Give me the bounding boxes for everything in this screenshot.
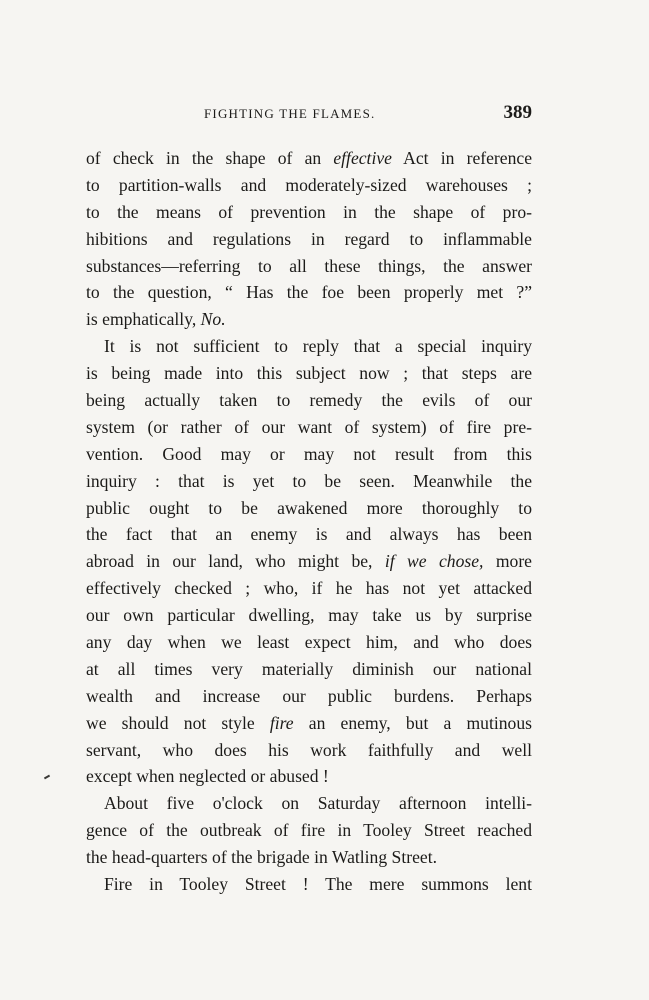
- text-line: our own particular dwelling, may take us by surprise: [86, 605, 532, 626]
- text-line: public ought to be awakened more thoroughly to: [86, 497, 532, 518]
- text-line: is emphatically, No.: [86, 309, 226, 330]
- text-line: to the means of prevention in the shape of pro-: [86, 201, 532, 222]
- text-line: at all times very materially diminish our national: [86, 658, 532, 679]
- body-text: [86, 145, 532, 898]
- text-line: gence of the outbreak of fire in Tooley Street reached: [86, 820, 532, 841]
- text-line: we should not style fire an enemy, but a mutinous: [86, 712, 532, 733]
- text-line: of check in the shape of an effective Act in reference: [86, 148, 533, 168]
- text-line: being actually taken to remedy the evils of our: [86, 390, 532, 411]
- paragraph-start-line: About five o'clock on Saturday afternoon intelli-: [104, 793, 532, 814]
- text-line: the fact that an enemy is and always has been: [86, 524, 532, 545]
- text-line: to the question, “ Has the foe been properly met ?”: [86, 282, 532, 303]
- text-line: wealth and increase our public burdens. Perhaps: [86, 685, 532, 706]
- paragraph-start-line: It is not sufficient to reply that a special inquiry: [104, 336, 532, 357]
- text-line: abroad in our land, who might be, if we chose, more: [86, 551, 532, 572]
- paragraph-start-line: Fire in Tooley Street ! The mere summons lent: [104, 874, 532, 895]
- text-line: inquiry : that is yet to be seen. Meanwhile the: [86, 470, 532, 491]
- text-line: any day when we least expect him, and who does: [86, 632, 532, 653]
- text-line: to partition-walls and moderately-sized warehouses ;: [86, 174, 532, 195]
- text-line: vention. Good may or may not result from this: [86, 443, 532, 464]
- text-line: system (or rather of our want of system) of fire pre-: [86, 416, 532, 437]
- running-title: FIGHTING THE FLAMES.: [204, 106, 376, 121]
- text-line: substances—referring to all these things, the answer: [86, 255, 532, 276]
- running-head: [86, 104, 532, 128]
- text-line: effectively checked ; who, if he has not yet attacked: [86, 578, 532, 599]
- text-line: servant, who does his work faithfully and well: [86, 739, 532, 760]
- text-line: the head-quarters of the brigade in Watling Street.: [86, 847, 437, 868]
- text-line: except when neglected or abused !: [86, 766, 329, 787]
- ink-speck: [44, 775, 50, 780]
- text-line: is being made into this subject now ; that steps are: [86, 363, 532, 384]
- text-line: hibitions and regulations in regard to inflammable: [86, 228, 532, 249]
- page-number: 389: [503, 102, 532, 123]
